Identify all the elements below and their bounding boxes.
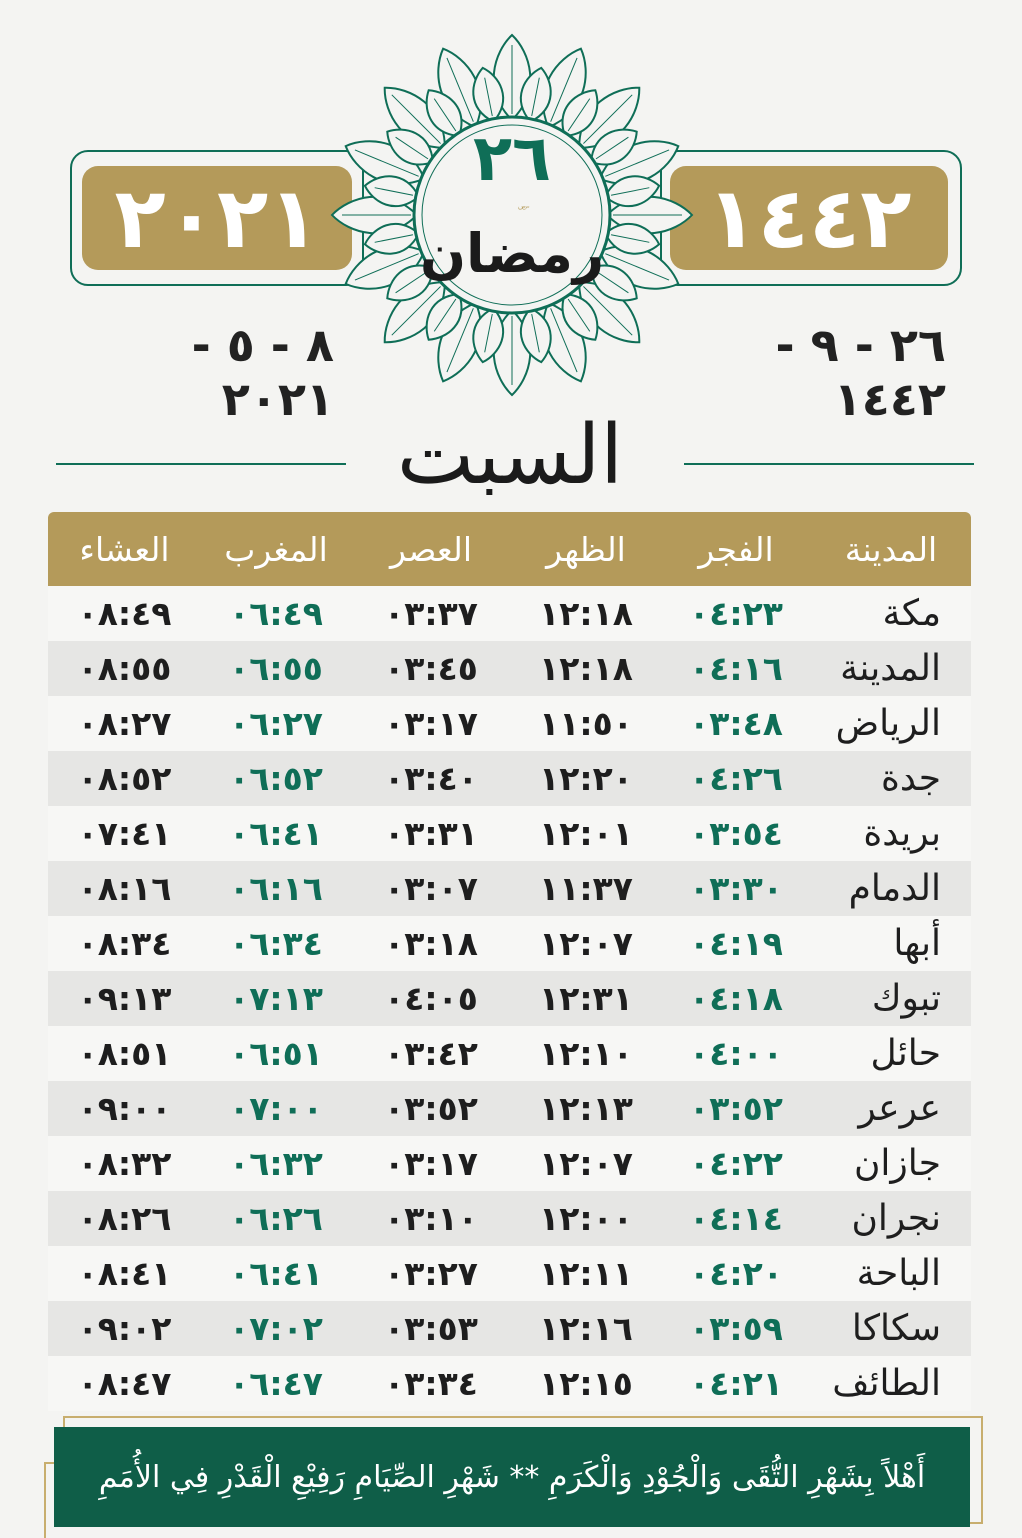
isha-time: ٠٩:٠٢ (77, 1309, 172, 1348)
header-isha: العشاء (79, 529, 170, 569)
table-row (48, 586, 971, 641)
fajr-time: ٠٣:٥٤ (689, 814, 783, 853)
maghrib-time: ٠٦:٥٢ (229, 759, 323, 798)
dhuhr-time: ١٢:١٥ (539, 1364, 633, 1403)
city-name: حائل (870, 1033, 941, 1074)
dhuhr-time: ١٢:٠٧ (539, 1144, 633, 1183)
isha-time: ٠٨:٢٦ (77, 1199, 172, 1238)
table-row (48, 806, 971, 861)
isha-time: ٠٨:٥٥ (77, 649, 172, 688)
isha-time: ٠٨:٤٧ (77, 1364, 172, 1403)
table-row (48, 1026, 971, 1081)
dhuhr-time: ١٢:٠١ (539, 814, 633, 853)
table-row (48, 1356, 971, 1411)
weekday-title: السبت (396, 408, 624, 503)
maghrib-time: ٠٦:٤٩ (229, 594, 323, 633)
gregorian-year: ٢٠٢١ (114, 169, 320, 267)
dhuhr-time: ١٢:١٨ (539, 649, 633, 688)
fajr-time: ٠٤:٢١ (689, 1364, 783, 1403)
table-row (48, 971, 971, 1026)
city-name: الرياض (835, 703, 941, 744)
isha-time: ٠٨:٢٧ (77, 704, 172, 743)
fajr-time: ٠٤:١٦ (689, 649, 783, 688)
footer-verse: أَهْلاً بِشَهْرِ التُّقَى وَالْجُوْدِ وَالْكَرَمِ ** شَهْرِ الصِّيَامِ رَفِيْعِ الْقَدْرِ فِي الأُمَمِ (98, 1459, 926, 1495)
isha-time: ٠٨:٤٩ (77, 594, 172, 633)
asr-time: ٠٣:٣٤ (384, 1364, 478, 1403)
table-row (48, 1191, 971, 1246)
maghrib-time: ٠٧:٠٠ (229, 1089, 323, 1128)
asr-time: ٠٣:١٧ (384, 1144, 478, 1183)
maghrib-time: ٠٦:٣٤ (229, 924, 323, 963)
table-row (48, 916, 971, 971)
fajr-time: ٠٤:٢٠ (689, 1254, 783, 1293)
isha-time: ٠٨:٥٢ (77, 759, 172, 798)
table-row (48, 696, 971, 751)
divider-left (56, 463, 346, 465)
table-row (48, 1301, 971, 1356)
hijri-date: ٢٦ - ٩ - ١٤٤٢ (775, 318, 946, 426)
gregorian-year-banner (82, 166, 352, 270)
asr-time: ٠٣:٤٢ (384, 1034, 478, 1073)
fajr-time: ٠٣:٤٨ (689, 704, 783, 743)
table-row (48, 751, 971, 806)
city-name: المدينة (840, 648, 941, 689)
maghrib-time: ٠٦:٤١ (229, 814, 323, 853)
isha-time: ٠٧:٤١ (77, 814, 172, 853)
decor-dots-icon: ۜ ۜ ۜ (517, 205, 527, 224)
city-name: جدة (880, 758, 941, 799)
dhuhr-time: ١٢:١١ (539, 1254, 633, 1293)
maghrib-time: ٠٦:٤٧ (229, 1364, 323, 1403)
gregorian-date: ٨ - ٥ - ٢٠٢١ (191, 318, 334, 426)
dhuhr-time: ١٢:٢٠ (539, 759, 633, 798)
header-maghrib: المغرب (224, 529, 328, 569)
fajr-time: ٠٤:٠٠ (689, 1034, 783, 1073)
dhuhr-time: ١١:٣٧ (539, 869, 633, 908)
city-name: الدمام (848, 868, 941, 909)
asr-time: ٠٣:٤٥ (384, 649, 478, 688)
city-name: سكاكا (851, 1308, 941, 1349)
asr-time: ٠٣:١٠ (384, 1199, 478, 1238)
table-header (48, 512, 971, 586)
asr-time: ٠٣:٥٣ (384, 1309, 478, 1348)
dhuhr-time: ١٢:١٨ (539, 594, 633, 633)
table-row (48, 641, 971, 696)
isha-time: ٠٨:١٦ (77, 869, 172, 908)
hijri-year-banner (670, 166, 948, 270)
maghrib-time: ٠٧:١٣ (229, 979, 323, 1018)
fajr-time: ٠٣:٥٢ (689, 1089, 783, 1128)
day-number: ٢٦ (472, 122, 552, 196)
dhuhr-time: ١٢:١٣ (539, 1089, 633, 1128)
city-name: الطائف (832, 1363, 941, 1404)
city-name: عرعر (858, 1088, 941, 1129)
city-name: جازان (853, 1143, 941, 1184)
table-row (48, 861, 971, 916)
isha-time: ٠٩:٠٠ (77, 1089, 172, 1128)
footer-verse-banner (54, 1427, 970, 1527)
isha-time: ٠٩:١٣ (77, 979, 172, 1018)
hijri-year: ١٤٤٢ (706, 169, 912, 267)
city-name: أبها (893, 923, 941, 964)
city-name: تبوك (871, 978, 941, 1019)
asr-time: ٠٣:١٧ (384, 704, 478, 743)
isha-time: ٠٨:٤١ (77, 1254, 172, 1293)
dhuhr-time: ١٢:٠٧ (539, 924, 633, 963)
maghrib-time: ٠٦:٥٥ (229, 649, 323, 688)
fajr-time: ٠٤:٢٢ (689, 1144, 783, 1183)
maghrib-time: ٠٦:٢٧ (229, 704, 323, 743)
header-city: المدينة (844, 529, 938, 569)
isha-time: ٠٨:٣٤ (77, 924, 172, 963)
header-asr: العصر (390, 529, 472, 569)
maghrib-time: ٠٦:٣٢ (229, 1144, 323, 1183)
maghrib-time: ٠٦:١٦ (229, 869, 323, 908)
city-name: مكة (882, 593, 941, 634)
prayer-times-table (48, 586, 971, 1411)
asr-time: ٠٣:٣٧ (384, 594, 478, 633)
city-name: الباحة (856, 1253, 941, 1294)
dhuhr-time: ١٢:٣١ (539, 979, 633, 1018)
month-name: رمضان (419, 222, 605, 285)
maghrib-time: ٠٧:٠٢ (229, 1309, 323, 1348)
asr-time: ٠٣:٣١ (384, 814, 478, 853)
fajr-time: ٠٤:١٨ (689, 979, 783, 1018)
table-row (48, 1136, 971, 1191)
asr-time: ٠٤:٠٥ (384, 979, 478, 1018)
asr-time: ٠٣:٠٧ (384, 869, 478, 908)
fajr-time: ٠٤:١٤ (689, 1199, 783, 1238)
asr-time: ٠٣:٥٢ (384, 1089, 478, 1128)
header-fajr: الفجر (698, 529, 774, 569)
maghrib-time: ٠٦:٤١ (229, 1254, 323, 1293)
maghrib-time: ٠٦:٢٦ (229, 1199, 323, 1238)
fajr-time: ٠٤:٢٣ (689, 594, 783, 633)
table-row (48, 1081, 971, 1136)
header-dhuhr: الظهر (546, 529, 626, 569)
table-row (48, 1246, 971, 1301)
city-name: نجران (851, 1198, 941, 1239)
fajr-time: ٠٣:٣٠ (689, 869, 783, 908)
asr-time: ٠٣:٢٧ (384, 1254, 478, 1293)
fajr-time: ٠٤:١٩ (689, 924, 783, 963)
maghrib-time: ٠٦:٥١ (229, 1034, 323, 1073)
dhuhr-time: ١١:٥٠ (539, 704, 633, 743)
fajr-time: ٠٤:٢٦ (689, 759, 783, 798)
dhuhr-time: ١٢:١٦ (539, 1309, 633, 1348)
dhuhr-time: ١٢:٠٠ (539, 1199, 633, 1238)
asr-time: ٠٣:١٨ (384, 924, 478, 963)
dhuhr-time: ١٢:١٠ (539, 1034, 633, 1073)
isha-time: ٠٨:٥١ (77, 1034, 172, 1073)
fajr-time: ٠٣:٥٩ (689, 1309, 783, 1348)
asr-time: ٠٣:٤٠ (384, 759, 478, 798)
city-name: بريدة (863, 813, 941, 854)
rosette-ornament (322, 30, 702, 400)
divider-right (684, 463, 974, 465)
isha-time: ٠٨:٣٢ (77, 1144, 172, 1183)
